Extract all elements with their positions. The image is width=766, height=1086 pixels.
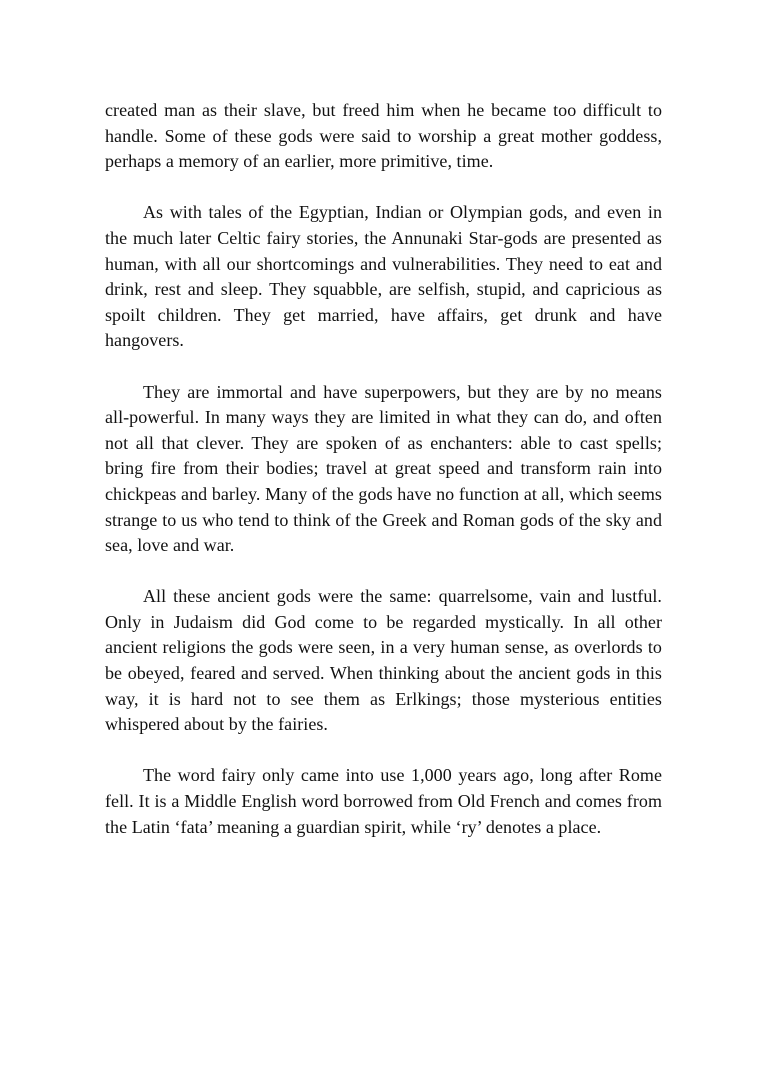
paragraph-2: As with tales of the Egyptian, Indian or Olympian gods, and even in the much later Celtic fairy stories, the Annunaki Star-gods are presented as human, with all our shortcomings and vulnerabilities. They need to eat and drink, rest and sleep. They squabble, are selfish, stupid, and capricious as spoilt children. They get married, have affairs, get drunk and have hangovers. xyxy=(105,202,662,351)
body-text xyxy=(105,98,662,866)
paragraph-3: They are immortal and have superpowers, but they are by no means all-powerful. In many ways they are limited in what they can do, and often not all that clever. They are spoken of as enchanters: able to cast spells; bring fire from their bodies; travel at great speed and transform rain into chickpeas and barley. Many of the gods have no function at all, which seems strange to us who tend to think of the Greek and Roman gods of the sky and sea, love and war. xyxy=(105,381,662,556)
paragraph-1: created man as their slave, but freed him when he became too difficult to handle. Some of these gods were said to worship a great mother goddess, perhaps a memory of an earlier, more primitive, time. xyxy=(105,100,662,172)
paragraph-5: The word fairy only came into use 1,000 years ago, long after Rome fell. It is a Middle English word borrowed from Old French and comes from the Latin ‘fata’ meaning a guardian spirit, while ‘ry’ denotes a place. xyxy=(105,765,662,837)
paragraph-4: All these ancient gods were the same: quarrelsome, vain and lustful. Only in Judaism did God come to be regarded mystically. In all other ancient religions the gods were seen, in a very human sense, as overlords to be obeyed, feared and served. When thinking about the ancient gods in this way, it is hard not to see them as Erlkings; those mysterious entities whispered about by the fairies. xyxy=(105,586,662,735)
